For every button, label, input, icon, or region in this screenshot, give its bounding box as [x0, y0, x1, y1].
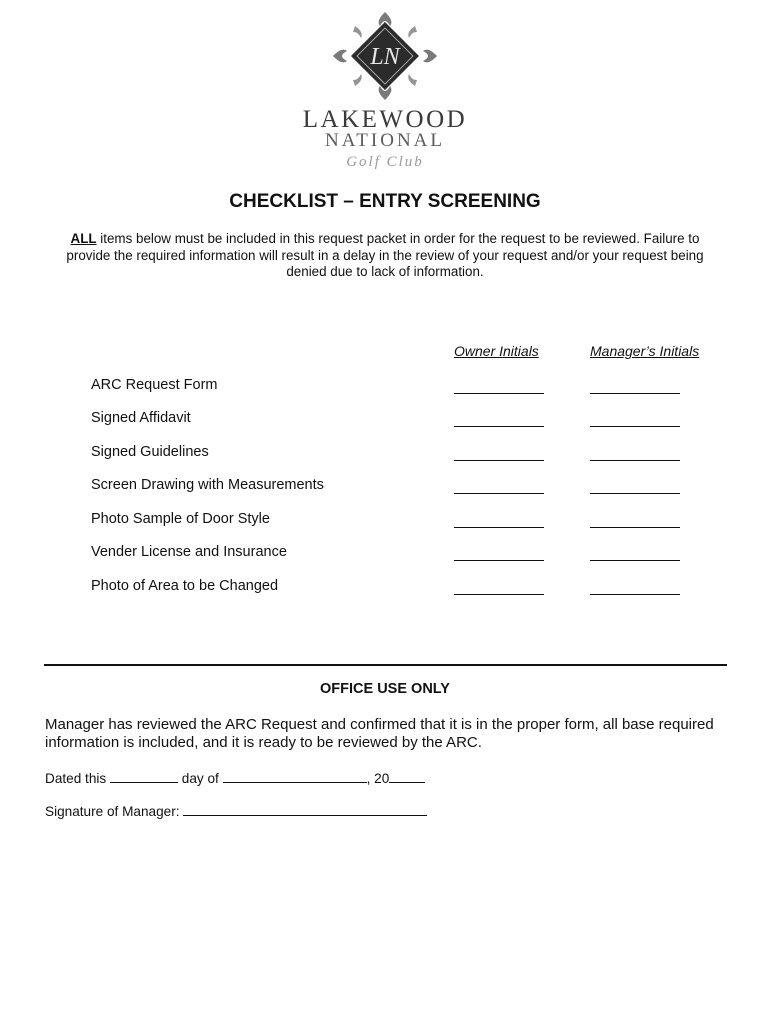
manager-initials-blank[interactable]: [590, 594, 680, 595]
checklist-item-label: Photo of Area to be Changed: [91, 578, 279, 594]
checklist-item-label: Photo Sample of Door Style: [91, 511, 270, 527]
owner-initials-blank[interactable]: [454, 560, 544, 561]
signature-label: Signature of Manager:: [45, 804, 180, 819]
dated-year-prefix: , 20: [366, 771, 390, 786]
owner-initials-blank[interactable]: [454, 460, 544, 461]
manager-initials-header: Manager’s Initials: [590, 343, 700, 359]
owner-initials-blank[interactable]: [454, 426, 544, 427]
manager-initials-blank[interactable]: [590, 426, 680, 427]
lakewood-national-logo: [333, 12, 437, 100]
checklist-item-label: Signed Guidelines: [91, 444, 209, 460]
manager-initials-blank[interactable]: [590, 560, 680, 561]
intro-text: items below must be included in this request packet in order for the request to be reviewed. Failure to provide the required information will result in a delay in the review of your request and/or your request being denied due to lack of information.: [66, 231, 704, 279]
dated-day-blank[interactable]: [110, 770, 178, 783]
dated-line: [45, 770, 425, 786]
dated-month-blank[interactable]: [223, 770, 367, 783]
dated-prefix: Dated this: [45, 771, 107, 786]
signature-blank[interactable]: [183, 803, 427, 816]
brand-name-line2: NATIONAL: [324, 130, 446, 151]
checklist-row: [0, 511, 770, 531]
checklist-row: [0, 444, 770, 464]
owner-initials-blank[interactable]: [454, 527, 544, 528]
checklist-item-label: ARC Request Form: [91, 377, 218, 393]
owner-initials-header: Owner Initials: [454, 343, 539, 359]
brand-name-line3: Golf Club: [346, 154, 424, 170]
checklist-item-label: Signed Affidavit: [91, 410, 191, 426]
manager-initials-blank[interactable]: [590, 460, 680, 461]
manager-initials-blank[interactable]: [590, 493, 680, 494]
dated-year-blank[interactable]: [389, 770, 425, 783]
checklist-row: [0, 578, 770, 598]
section-divider: [44, 664, 727, 666]
checklist-row: [0, 377, 770, 397]
signature-line: [45, 803, 427, 819]
brand-name-line1: LAKEWOOD: [302, 106, 468, 133]
checklist-row: [0, 410, 770, 430]
manager-initials-blank[interactable]: [590, 527, 680, 528]
office-use-heading: OFFICE USE ONLY: [320, 681, 450, 697]
owner-initials-blank[interactable]: [454, 594, 544, 595]
owner-initials-blank[interactable]: [454, 393, 544, 394]
intro-emphasis: ALL: [70, 231, 97, 246]
intro-paragraph: [50, 231, 720, 281]
checklist-item-label: Screen Drawing with Measurements: [91, 477, 324, 493]
checklist-item-label: Vender License and Insurance: [91, 544, 287, 560]
owner-initials-blank[interactable]: [454, 493, 544, 494]
page-title: CHECKLIST – ENTRY SCREENING: [229, 191, 541, 212]
manager-initials-blank[interactable]: [590, 393, 680, 394]
checklist-row: [0, 477, 770, 497]
dated-mid: day of: [181, 771, 219, 786]
office-use-paragraph: Manager has reviewed the ARC Request and confirmed that it is in the proper form, all base required information is included, and it is ready to be reviewed by the ARC.: [45, 716, 714, 751]
logo-monogram: LN: [370, 44, 400, 70]
checklist-row: [0, 544, 770, 564]
